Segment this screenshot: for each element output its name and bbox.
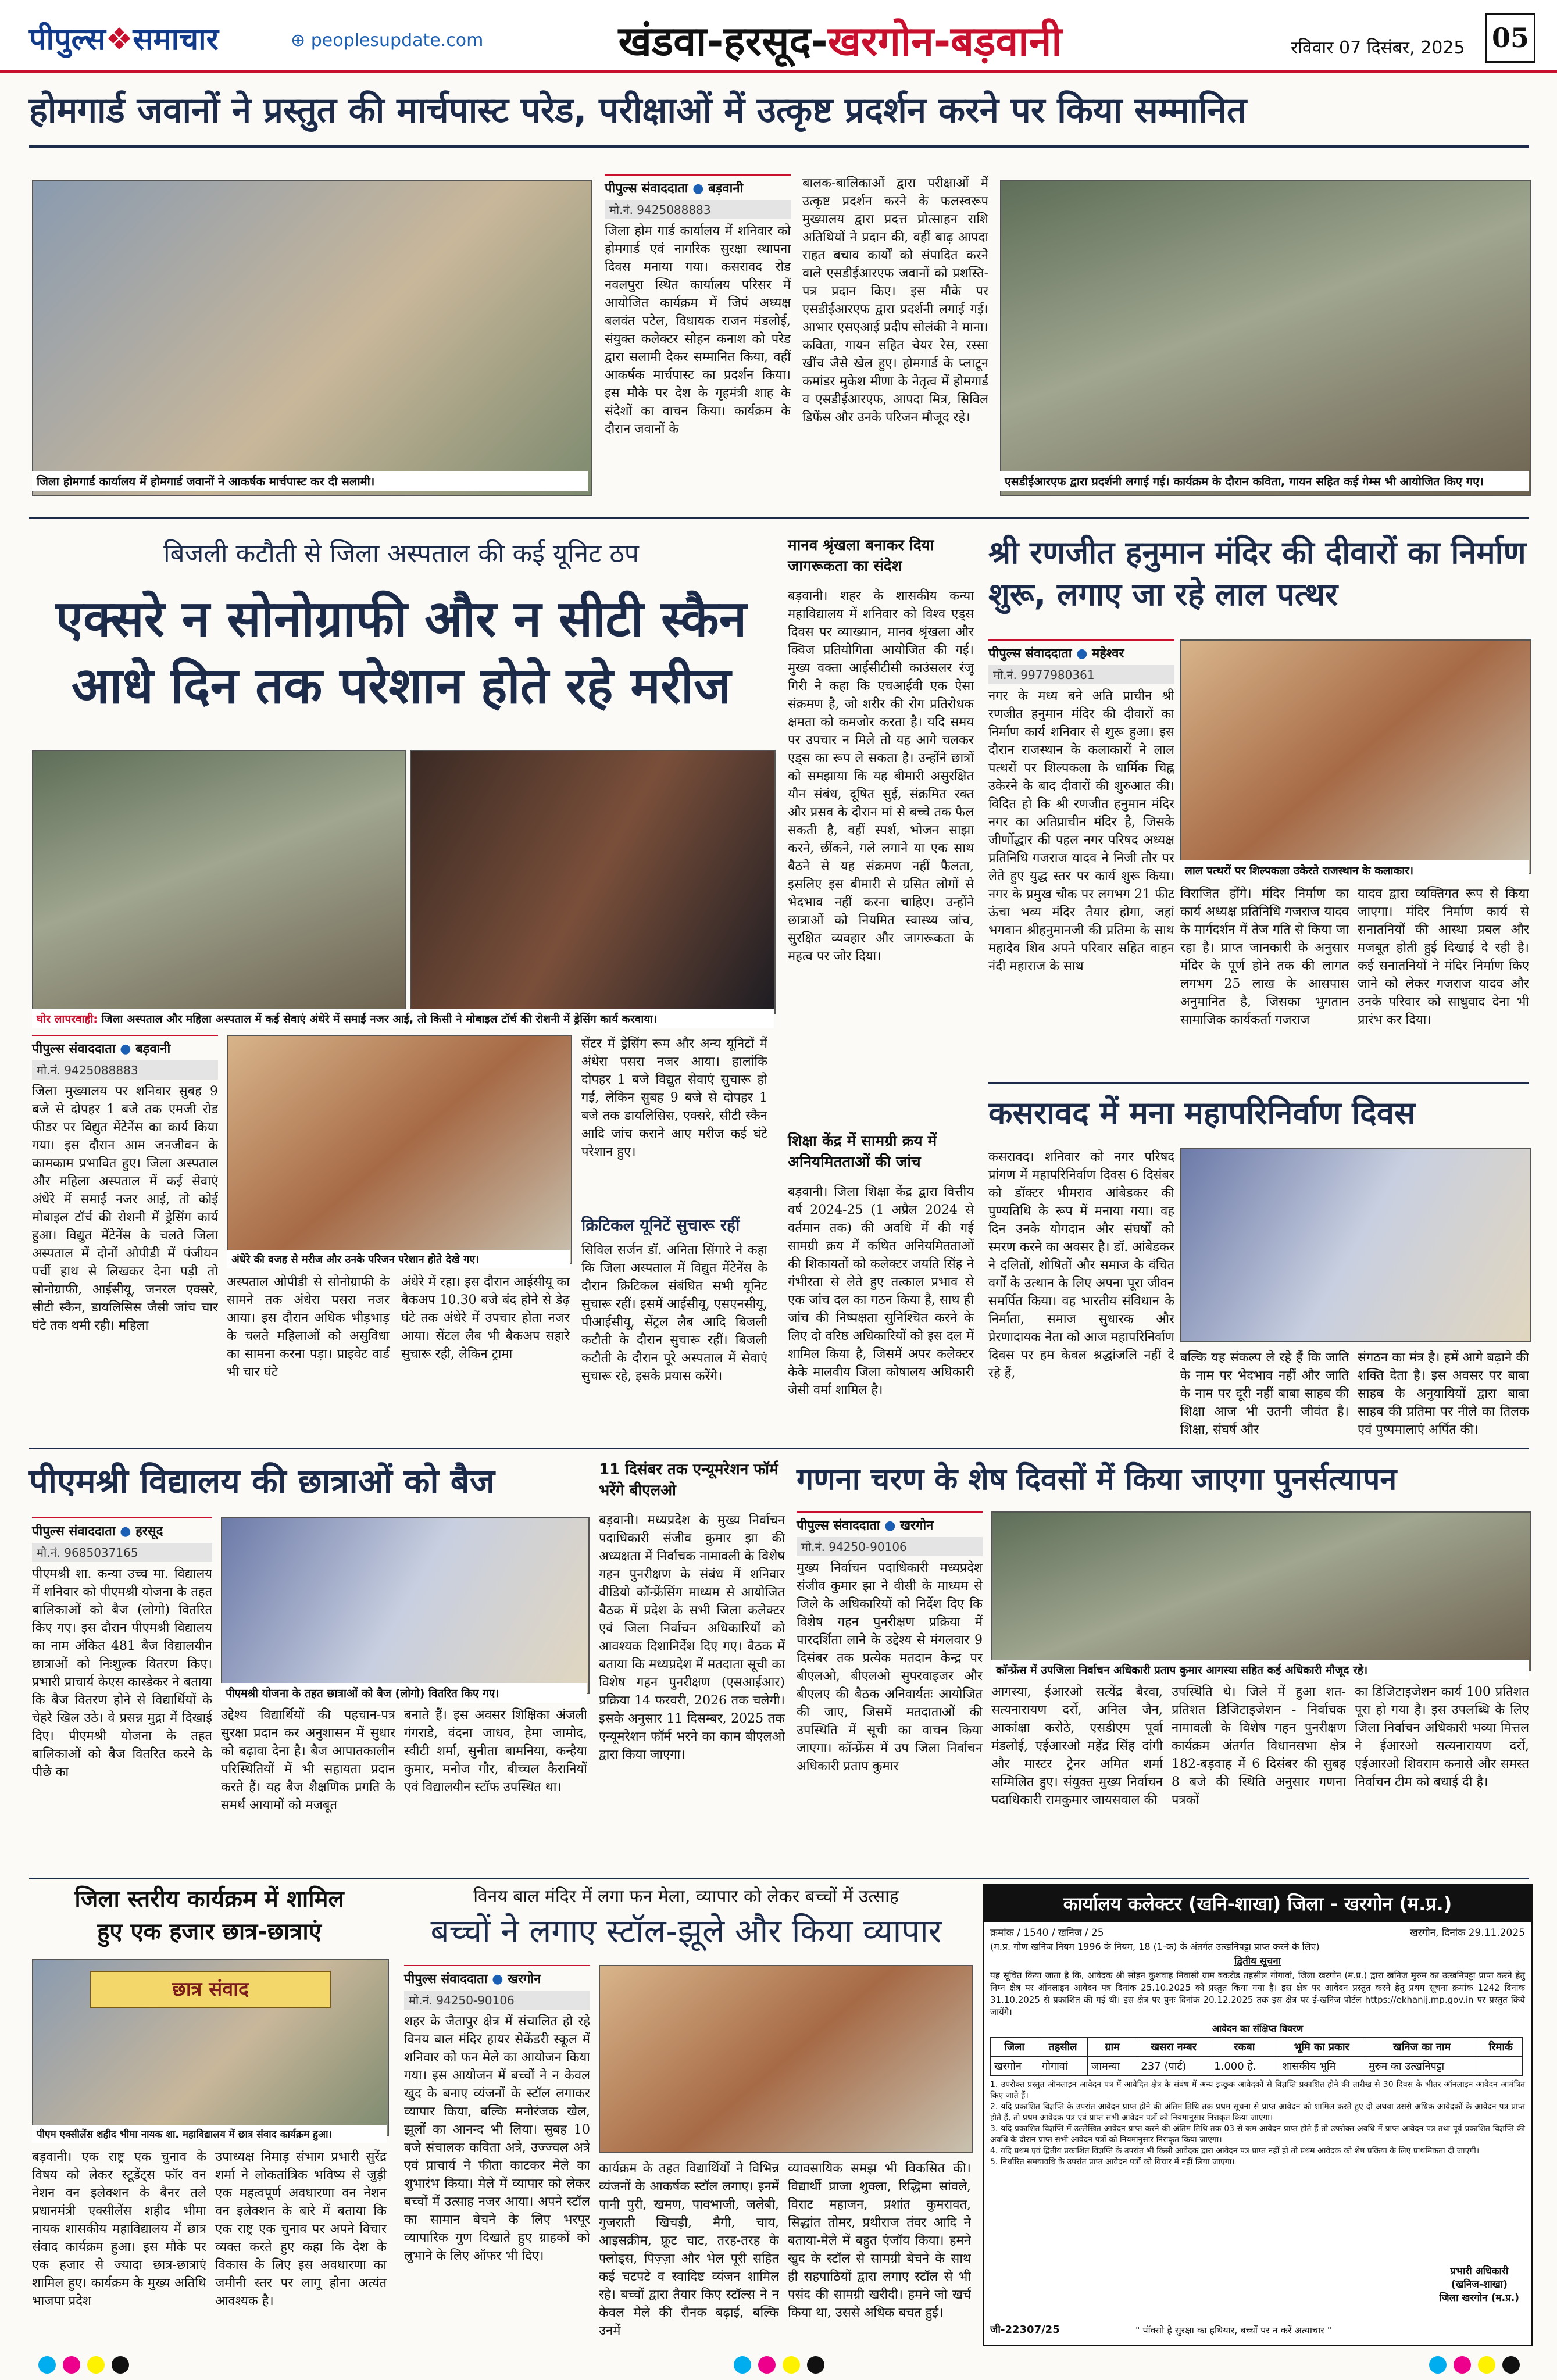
table-cell xyxy=(1479,2057,1523,2076)
condition-item: 4. यदि प्रथम एवं द्वितीय प्रकाशित विज्ञप्ति के उपरांत भी किसी आवेदक द्वारा आवेदन पत्र प्राप्त नहीं हो तो प्रथम आवेदक को शेष प्रक्रिया के लिए प्राथमिकता दी जाएगी। xyxy=(990,2146,1480,2156)
article-text: शहर के जैतापुर क्षेत्र में संचालित हो रहे विनय बाल मंदिर हायर सेकेंडरी स्कूल में शनिवार को फन मेले का आयोजन किया गया। इस आयोजन में बच्चों ने न केवल खुद के बनाए व्यंजनों के स्टॉल लगाकर व्यापार किया, बल्कि मनोरंजक खेल, झूलों का आनन्द भी लिया। सुबह 10 बजे संचालक कविता अत्रे, उज्ज्वल अत्रे एवं प्राचार्य ने फीता काटकर मेले का शुभारंभ किया। मेले में व्यापार को लेकर बच्चों में उत्साह नजर आया। अपने स्टॉल का सामान बेचने के लिए भरपूर व्यापारिक गुण दिखाते हुए ग्राहकों को लुभाने के लिए ऑफर भी दिए। xyxy=(404,2014,590,2263)
condition-item: 5. निर्धारित समयावधि के उपरांत प्राप्त आवेदन पत्रों को विचार में नहीं लिया जाएगा। xyxy=(990,2157,1235,2167)
notice-signatory: प्रभारी अधिकारी (खनिज-शाखा) जिला खरगोन (म.प्र.) xyxy=(1439,2265,1519,2304)
article-text: अस्पताल ओपीडी से सोनोग्राफी के सामने तक अंधेरा पसरा नजर आया। इस दौरान अधिक भीड़भाड़ के चलते महिलाओं को असुविधा का सामना करना पड़ा। प्राइवेट वार्ड भी चार घंटे xyxy=(227,1275,390,1380)
notice-ref: क्रमांक / 1540 / खनिज / 25 xyxy=(990,1927,1104,1939)
divider xyxy=(29,1448,1529,1449)
contact-phone: मो.नं. 9685037165 xyxy=(32,1543,212,1562)
table-cell: गोगावां xyxy=(1038,2057,1088,2076)
newspaper-logo: पीपुल्स❖समाचार xyxy=(29,22,219,57)
table-cell: 237 (पार्ट) xyxy=(1137,2057,1210,2076)
contact-phone: मो.नं. 94250-90106 xyxy=(797,1537,983,1556)
byline: पीपुल्स संवाददाता ● हरसूद xyxy=(32,1517,212,1539)
notice-subtitle: (म.प्र. गौण खनिज नियम 1996 के नियम, 18 (1-क) के अंतर्गत उत्खनिपट्टा प्राप्त करने के लिए) xyxy=(990,1941,1320,1952)
contact-phone: मो.नं. 9425088883 xyxy=(32,1060,218,1080)
notice-code: जी-22307/25 xyxy=(990,2324,1060,2336)
ambedkar-photo xyxy=(1180,1148,1531,1342)
article-text: नगर के मध्य बने अति प्राचीन श्री रणजीत हनुमान मंदिर की दीवारों का निर्माण कार्य शनिवार से शुरू हुआ। इस दौरान राजस्थान के कलाकारों ने लाल पत्थरों पर शिल्पकला के धार्मिक चिह्न उकेरने के बाद दीवारों की शुरुआत की। विदित हो कि श्री रणजीत हनुमान मंदिर नगर का अतिप्राचीन मंदिर है, जिसके जीर्णोद्धार की पहल नगर परिषद अध्यक्ष प्रतिनिधि गजराज यादव ने निजी तौर पर लेते हुए युद्ध स्तर पर कार्य शुरू किया। नगर के प्रमुख चौक पर लगभग 21 फीट ऊंचा भव्य मंदिर तैयार होगा, जहां भगवान श्रीहनुमानजी की प्रतिमा के साथ महादेव शिव अपने परिवार सहित वाहन नंदी महाराज के साथ xyxy=(988,689,1174,974)
fair-headline: बच्चों ने लगाए स्टॉल-झूले और किया व्यापार xyxy=(430,1913,942,1950)
article-text: उपस्थिति थे। जिले में हुआ शत-प्रतिशत डिजिटाइजेशन - निर्वाचक नामावली के विशेष गहन पुनरीक्षण कार्यक्रम अंतर्गत विधानसभा क्षेत्र 182-बड़वाह में 6 दिसंबर की सुबह 8 बजे की स्थिति अनुसार गणना पत्रकों xyxy=(1172,1685,1346,1807)
article-text: व्यावसायिक समझ भी विकसित की। विद्यार्थी प्राजा शुक्ला, रिद्धिमा सांवले, विराट महाजन, प्रशांत कुमरावत, सिद्धांत तोमर, प्रथीराज तंवर आदि ने बताया-मेले में बहुत एंजॉय किया। हमने खुद के स्टॉल से सामग्री बेचने के साथ ही सहपाठियों द्वारा लगाए स्टॉल से भी पसंद की सामग्री खरीदी। हमने जो खर्च किया था, उससे अधिक बचत हुई। xyxy=(788,2161,971,2320)
table-header: ग्राम xyxy=(1088,2038,1137,2057)
article-text: पीएमश्री शा. कन्या उच्च मा. विद्यालय में शनिवार को पीएमश्री योजना के तहत बालिकाओं को बैज (लोगो) वितरित किए गए। इस दौरान पीएमश्री विद्यालय का नाम अंकित 481 बैज विद्यालयीन छात्राओं को निःशुल्क वितरण किए। प्रभारी प्राचार्य केएस कास्डेकर ने बताया कि बैज वितरण होने से विद्यार्थियों के चेहरे खिल उठे। वे प्रसन्न मुद्रा में दिखाई दिए। पीएमश्री योजना के तहत बालिकाओं को बैज वितरित करने के पीछे का xyxy=(32,1567,212,1779)
student-photo-caption: पीएम एक्सीलेंस शहीद भीमा नायक शा. महाविद्यालय में छात्र संवाद कार्यक्रम हुआ। xyxy=(32,2125,387,2143)
notice-type: द्वितीय सूचना xyxy=(1234,1956,1281,1967)
table-cell: जामन्या xyxy=(1088,2057,1137,2076)
temple-headline: श्री रणजीत हनुमान मंदिर की दीवारों का निर्माण शुरू, लगाए जा रहे लाल पत्थर xyxy=(988,534,1526,613)
article-text: बड़वानी। जिला शिक्षा केंद्र द्वारा वित्तीय वर्ष 2024-25 (1 अप्रैल 2024 से वर्तमान तक) की अवधि में की गई सामग्री क्रय में कथित अनियमितताओं की शिकायतों को कलेक्टर जयति सिंह ने गंभीरता से लेते हुए तत्काल प्रभाव से एक जांच दल का गठन किया है, साथ ही जांच की निष्पक्षता सुनिश्चित करने के लिए दो वरिष्ठ अधिकारियों को इस दल में शामिल किया है, जिसमें अपर कलेक्टर केके मालवीय जिला कोषालय अधिकारी जेसी वर्मा शामिल है। xyxy=(788,1185,974,1398)
article-text: सेंटर में ड्रेसिंग रूम और अन्य यूनिटों में अंधेरा पसरा नजर आया। हालांकि दोपहर 1 बजे विद्युत सेवाएं सुचारू हो गईं, लेकिन सुबह 9 बजे से दोपहर 1 बजे तक डायलिसिस, एक्सरे, सीटी स्कैन आदि जांच कराने आए मरीज कई घंटे परेशान हुए। xyxy=(581,1037,767,1159)
table-cell: 1.000 हे. xyxy=(1210,2057,1279,2076)
top-story-headline: होमगार्ड जवानों ने प्रस्तुत की मार्चपास्ट परेड, परीक्षाओं में उत्कृष्ट प्रदर्शन करने पर किया सम्मानित xyxy=(29,90,1247,131)
pmshri-headline: पीएमश्री विद्यालय की छात्राओं को बैज xyxy=(29,1461,495,1501)
education-headline: शिक्षा केंद्र में सामग्री क्रय में अनियमितताओं की जांच xyxy=(788,1132,937,1171)
census-headline: गणना चरण के शेष दिवसों में किया जाएगा पुनर्सत्यापन xyxy=(797,1462,1397,1497)
article-text: कसरावद। शनिवार को नगर परिषद प्रांगण में महापरिनिर्वाण दिवस 6 दिसंबर को डॉक्टर भीमराव आंबेडकर की पुण्यतिथि के रूप में मनाया गया। वह दिन उनके योगदान और संघर्षों को स्मरण करने का अवसर है। डॉ. आंबेडकर ने दलितों, शोषितों और समाज के वंचित वर्गों के उत्थान के लिए अपना पूरा जीवन समर्पित किया। वह भारतीय संविधान के निर्माता, समाज सुधारक और प्रेरणादायक नेता को आज महापरिनिर्वाण दिवस पर हम केवल श्रद्धांजलि नहीं दे रहे हैं, xyxy=(988,1150,1174,1381)
notice-date: खरगोन, दिनांक 29.11.2025 xyxy=(1409,1927,1525,1939)
pmshri-photo-caption: पीएमश्री योजना के तहत छात्राओं को बैज (लोगो) वितरित किए गए। xyxy=(221,1683,587,1703)
fair-photo xyxy=(599,1965,973,2153)
contact-phone: मो.नं. 94250-90106 xyxy=(404,1991,590,2010)
divider xyxy=(29,145,1529,148)
fair-kicker: विनय बाल मंदिर में लगा फन मेला, व्यापार को लेकर बच्चों में उत्साह xyxy=(473,1886,899,1907)
ambedkar-headline: कसरावद में मना महापरिनिर्वाण दिवस xyxy=(988,1095,1416,1131)
registration-dots-center xyxy=(730,2356,828,2376)
article-text: उद्देश्य विद्यार्थियों की पहचान-पत्र सुरक्षा प्रदान कर अनुशासन में सुधार को बढ़ावा देना है। बैज आपातकालीन परिस्थितियों में भी सहायता प्रदान करते हैं। यह बैज शैक्षणिक प्रगति के समर्थ आयामों को मजबूत xyxy=(221,1708,395,1813)
pmshri-photo xyxy=(221,1517,590,1694)
notice-body: यह सूचित किया जाता है कि, आवेदक श्री सोहन कुशवाह निवासी ग्राम बकरौड तहसील गोगावां, जिला खरगोन (म.प्र.) द्वारा खनिज मुरुम का उत्खनिपट्टा प्राप्त करने हेतु निम्न क्षेत्र पर ऑनलाइन आवेदन पत्र दिनांक 25.10.2025 को प्रस्तुत किया गया है। इस क्षेत्र पर आवेदन प्रस्तुत करने हेतु प्रथम सूचना क्रमांक 1242 दिनांक 31.10.2025 से प्रकाशित की गई थी। इस क्षेत्र पर पुनः दिनांक 20.12.2025 तक इस क्षेत्र पर ई-खनिज पोर्टल https://ekhanij.mp.gov.in पर प्रस्तुत किये जायेंगे। xyxy=(990,1970,1525,2017)
table-cell: खरगोन xyxy=(991,2057,1038,2076)
exhibition-photo xyxy=(1000,180,1531,496)
table-header: जिला xyxy=(991,2038,1038,2057)
table-header-row xyxy=(991,2038,1523,2057)
region-title: खंडवा-हरसूद-खरगोन-बड़वानी xyxy=(618,17,1062,65)
byline: पीपुल्स संवाददाता ● खरगोन xyxy=(404,1965,590,1987)
registration-dots-right xyxy=(1426,2356,1523,2376)
registration-dots-left xyxy=(35,2356,133,2376)
article-text: मुख्य निर्वाचन पदाधिकारी मध्यप्रदेश संजीव कुमार झा ने वीसी के माध्यम से जिले के अधिकारियों को निर्देश दिए कि विशेष गहन पुनरीक्षण प्रक्रिया में पारदर्शिता लाने के उद्देश्य से मंगलवार 9 दिसंबर तक प्रत्येक मतदान केन्द्र पर बीएलओ, बीएलओ सुपरवाइजर और बीएलए की बैठक अनिवार्यतः आयोजित की जाए, जिसमें मतदाताओं की उपस्थिति में सूची का वाचन किया जाएगा। कॉन्फ्रेंस में उप जिला निर्वाचन अधिकारी प्रताप कुमार xyxy=(797,1561,983,1774)
article-text: जिला होम गार्ड कार्यालय में शनिवार को होमगार्ड एवं नागरिक सुरक्षा स्थापना दिवस मनाया गया। कसरावद रोड नवलपुरा स्थित कार्यालय परिसर में आयोजित कार्यक्रम में जिपं अध्यक्ष बलवंत पटेल, विधायक राजन मंडलोई, संयुक्त कलेक्टर सोहन कनाश को परेड द्वारा सलामी देकर सम्मानित किया, वहीं आकर्षक मार्चपास्ट का प्रदर्शन किया। इस मौके पर देश के गृहमंत्री शाह के संदेशों का वाचन किया। कार्यक्रम के दौरान जवानों के xyxy=(605,224,791,437)
event-banner: छात्र संवाद xyxy=(90,1971,331,2008)
print-registration-marks xyxy=(35,2354,1523,2378)
article-text: सिविल सर्जन डॉ. अनिता सिंगारे ने कहा कि जिला अस्पताल में विद्युत मेंटेनेंस के दौरान क्रिटिकल संबंधित सभी यूनिट सुचारू रहीं। इसमें आईसीयू, एसएनसीयू, पीआईसीयू, सेंट्रल लैब आदि बिजली कटौती के दौरान सुचारू रहीं। बिजली कटौती के दौरान पूरे अस्पताल में सेवाएं सुचारू रहे, इसके प्रयास करेंगे। xyxy=(581,1243,767,1384)
website-link[interactable]: ⊕ peoplesupdate.com xyxy=(291,30,484,51)
crowd-photo-caption: अंधेरे की वजह से मरीज और उनके परिजन परेशान होते देखे गए। xyxy=(227,1250,570,1268)
notice-conditions xyxy=(984,2077,1531,2170)
table-header: रिमार्क xyxy=(1479,2038,1523,2057)
article-text: बड़वानी। एक राष्ट्र एक चुनाव के विषय को लेकर स्टूडेंट्स फॉर वन नेशन वन इलेक्शन के बैनर तले प्रधानमंत्री एक्सीलेंस शहीद भीमा नायक शासकीय महाविद्यालय में छात्र संवाद कार्यक्रम हुआ। इस मौके पर एक हजार से ज्यादा छात्र-छात्राएं शामिल हुए। कार्यक्रम के मुख्य अतिथि भाजपा प्रदेश xyxy=(32,2150,206,2308)
hospital-photo-caption: घोर लापरवाही: जिला अस्पताल और महिला अस्पताल में कई सेवाएं अंधेरे में समाई नजर आई, तो किसी ने मोबाइल टॉर्च की रोशनी में ड्रेसिंग कार्य करवाया। xyxy=(32,1009,774,1028)
temple-photo-caption: लाल पत्थरों पर शिल्पकला उकेरते राजस्थान के कलाकार। xyxy=(1180,860,1529,880)
chain-headline: मानव श्रृंखला बनाकर दिया जागरूकता का संदेश xyxy=(788,537,934,575)
article-text: विराजित होंगे। मंदिर निर्माण का कार्य अध्यक्ष प्रतिनिधि गजराज यादव के मार्गदर्शन में तेज गति से किया जा रहा है। प्राप्त जानकारी के अनुसार मंदिर के पूर्ण होने तक की लागत लगभग 25 लाख के आसपास अनुमानित है, जिसका भुगतान सामाजिक कार्यकर्ता गजराज xyxy=(1180,887,1349,1027)
article-text: बड़वानी। मध्यप्रदेश के मुख्य निर्वाचन पदाधिकारी संजीव कुमार झा की अध्यक्षता में निर्वाचक नामावली के विशेष गहन पुनरीक्षण के संबंध में शनिवार वीडियो कॉन्फ्रेंसिंग माध्यम से आयोजित बैठक में प्रदेश के सभी जिला कलेक्टर एवं जिला निर्वाचन अधिकारियों को आवश्यक दिशानिर्देश दिए गए। बैठक में बताया कि मध्यप्रदेश में मतदाता सूची का विशेष गहन पुनरीक्षण (एसआईआर) प्रक्रिया 14 फरवरी, 2026 तक चलेगी। इसके अनुसार 11 दिसम्बर, 2025 तक एन्यूमरेशन फॉर्म भरने का काम बीएलओ द्वारा किया जाएगा। xyxy=(599,1513,785,1762)
notice-table-title: आवेदन का संक्षिप्त विवरण xyxy=(1212,2023,1304,2034)
article-text: बल्कि यह संकल्प ले रहे हैं कि जाति के नाम पर भेदभाव नहीं और जाति के नाम पर दूरी नहीं बाबा साहब की शिक्षा आज भी उतनी जीवंत है। शिक्षा, संघर्ष और xyxy=(1180,1350,1349,1437)
government-notice xyxy=(983,1884,1533,2346)
table-header: भूमि का प्रकार xyxy=(1279,2038,1365,2057)
article-text: का डिजिटाइजेशन कार्य 100 प्रतिशत पूरा हो गया है। इस उपलब्धि के लिए जिला निर्वाचन अधिकारी भव्या मित्तल ने ईआरओ सत्यनारायण दर्रो, एईआरओ शिवराम कनासे और समस्त निर्वाचन टीम को बधाई दी है। xyxy=(1355,1685,1529,1789)
subheading: क्रिटिकल यूनिटें सुचारू रहीं xyxy=(581,1216,740,1235)
divider xyxy=(29,1878,1529,1879)
table-row xyxy=(991,2057,1523,2076)
table-cell: मुरुम का उत्खनिपट्टा xyxy=(1365,2057,1479,2076)
article-text: बनाते हैं। इस अवसर शिक्षिका अंजली गंगराडे, वंदना जाधव, हेमा जामोद, स्वीटी शर्मा, सुनीता बामनिया, कन्हैया कुमार, मनोज गौर, बीच्चल कैरानियों एवं विद्यालयीन स्टॉफ उपस्थित था। xyxy=(404,1708,587,1795)
conference-photo xyxy=(991,1511,1531,1671)
parade-photo xyxy=(32,180,592,496)
hospital-kicker: बिजली कटौती से जिला अस्पताल की कई यूनिट ठप xyxy=(163,539,639,569)
article-text: उपाध्यक्ष निमाड़ संभाग प्रभारी सुरेंद्र शर्मा ने लोकतांत्रिक भविष्य से जुड़ी एक महत्वपूर्ण अवधारणा वन नेशन वन इलेक्शन के बारे में बताया कि एक राष्ट्र एक चुनाव पर अपने विचार व्यक्त करते हुए कहा कि देश के विकास के लिए इस अवधारणा का जमीनी स्तर पर लागू होना अत्यंत आवश्यक है। xyxy=(215,2150,387,2308)
byline: पीपुल्स संवाददाता ● खरगोन xyxy=(797,1511,983,1534)
torch-dressing-photo xyxy=(410,750,776,1014)
article-text: बालक-बालिकाओं द्वारा परीक्षाओं में उत्कृष्ट प्रदर्शन करने के फलस्वरूप मुख्यालय द्वारा प्रदत्त प्रोत्साहन राशि अतिथियों ने प्रदान की, वहीं बाढ़ आपदा राहत बचाव कार्यों को संपादित करने वाले एसडीईआरएफ जवानों को प्रशस्ति-पत्र प्रदान किए। इस मौके पर एसडीईआरएफ द्वारा प्रदर्शनी लगाई गई। आभार एसएआई प्रदीप सोलंकी ने माना। कविता, गायन सहित चेयर रेस, रस्सा खींच जैसे खेल हुए। होमगार्ड के प्लाटून कमांडर मुकेश मीणा के नेतृत्व में होमगार्ड व एसडीईआरएफ, आपदा मित्र, सिविल डिफेंस और उनके परिजन मौजूद रहे। xyxy=(802,176,988,425)
contact-phone: मो.नं. 9977980361 xyxy=(988,665,1174,684)
table-header: तहसील xyxy=(1038,2038,1088,2057)
article-text: कार्यक्रम के तहत विद्यार्थियों ने विभिन्न व्यंजनों के आकर्षक स्टॉल लगाए। इनमें पानी पुरी, खमण, पावभाजी, जलेबी, गुजराती खिचड़ी, मैगी, चाय, आइसक्रीम, फ्रूट चाट, तरह-तरह के फ्लोड्स, पिज़्ज़ा और भेल पूरी सहित कई चटपटे व स्वादिष्ट व्यंजन शामिल रहे। बच्चों द्वारा तैयार किए स्टॉल्स ने न केवल मेले की रौनक बढ़ाई, बल्कि उनमें xyxy=(599,2161,779,2338)
divider xyxy=(29,517,1529,519)
condition-item: 2. यदि प्रकाशित विज्ञप्ति के उपरांत आवेदन प्राप्त होने की अंतिम तिथि तक प्रथम सूचना से प्राप्त आवेदन को शामिल करते हुए दो अथवा उससे अधिक आवेदकों के आवेदन पत्र प्राप्त होते हैं, तो प्रथम आवेदक पत्र एवं प्राप्त सभी आवेदन पत्रों को नियमानुसार निराकृत किया जाएगा। xyxy=(990,2102,1525,2122)
student-headline: जिला स्तरीय कार्यक्रम में शामिल xyxy=(74,1886,344,1913)
crowd-photo xyxy=(227,1035,572,1264)
parade-photo-caption: जिला होमगार्ड कार्यालय में होमगार्ड जवानों ने आकर्षक मार्चपास्ट कर दी सलामी। xyxy=(32,471,588,491)
condition-item: 3. यदि प्रकाशित विज्ञप्ति में उल्लेखित आवेदन प्राप्त करने की अंतिम तिथि तक 03 से कम आवेदन प्राप्त होते हैं तो उपरोक्त अवधि में प्राप्त आवेदन पत्र तथा पूर्व प्रकाशित विज्ञप्ति की अवधि के दौरान प्राप्त सभी आवेदन पत्रों को नियमानुसार निराकृत किया जाएगा। xyxy=(990,2124,1525,2145)
conference-photo-caption: कॉन्फ्रेंस में उपजिला निर्वाचन अधिकारी प्रताप कुमार आगस्या सहित कई अधिकारी मौजूद रहे। xyxy=(991,1660,1529,1679)
contact-phone: मो.नं. 9425088883 xyxy=(605,200,791,219)
article-text: जिला मुख्यालय पर शनिवार सुबह 9 बजे से दोपहर 1 बजे तक एमजी रोड फीडर पर विद्युत मेंटेनेंस का कार्य किया गया। इस दौरान आम जनजीवन के कामकाम प्रभावित हुए। जिला अस्पताल और महिला अस्पताल में कई सेवाएं अंधेरे में समाई नजर आई, तो कोई मोबाइल टॉर्च की रोशनी में ड्रेसिंग कार्य हुआ। विद्युत मेंटेनेंस के चलते जिला अस्पताल में दोनों ओपीडी में पंजीयन पर्ची हाथ से लिखकर देना पड़ी तो सोनोग्राफी, आईसीयू, जनरल एक्सरे, सीटी स्कैन, डायलिसिस जैसी जांच चार घंटे तक थमी रही। महिला xyxy=(32,1084,218,1333)
table-header: खनिज का नाम xyxy=(1365,2038,1479,2057)
table-header: रकबा xyxy=(1210,2038,1279,2057)
student-headline-2: हुए एक हजार छात्र-छात्राएं xyxy=(97,1918,322,1945)
notice-title: कार्यालय कलेक्टर (खनि-शाखा) जिला - खरगोन (म.प्र.) xyxy=(984,1885,1531,1922)
divider xyxy=(988,1082,1529,1084)
article-text: यादव द्वारा व्यक्तिगत रूप से किया जाएगा। मंदिर निर्माण कार्य से सनातनियों की आस्था प्रबल और मजबूत होती हुई दिखाई दे रही है। कई सनातनियों ने मंदिर निर्माण किए जाने को लेकर गजराज यादव और उनके परिवार को साधुवाद देना भी प्रारंभ कर दिया। xyxy=(1358,887,1529,1027)
article-text: आगस्या, ईआरओ सत्येंद्र बैरवा, सत्यनारायण दर्रो, अनिल जैन, आकांक्षा करोठे, एसडीएम पूर्वा मंडलोई, एईआरओ महेंद्र सिंह दांगी और मास्टर ट्रेनर अमित शर्मा सम्मिलित हुए। संयुक्त मुख्य निर्वाचन पदाधिकारी रामकुमार जायसवाल की xyxy=(991,1685,1163,1807)
page-number: 05 xyxy=(1485,13,1535,63)
hospital-headline: एक्सरे न सोनोग्राफी और न सीटी स्कैन xyxy=(55,590,747,648)
byline: पीपुल्स संवाददाता ● बड़वानी xyxy=(605,174,791,196)
hospital-building-photo xyxy=(32,750,406,1014)
issue-date: रविवार 07 दिसंबर, 2025 xyxy=(1291,38,1465,58)
notice-table xyxy=(990,2037,1523,2076)
temple-photo xyxy=(1180,639,1531,874)
byline: पीपुल्स संवाददाता ● महेश्वर xyxy=(988,639,1174,662)
table-header: खसरा नम्बर xyxy=(1137,2038,1210,2057)
condition-item: 1. उपरोक्त प्रस्तुत ऑनलाइन आवेदन पत्र में आवेदित क्षेत्र के संबंध में अन्य इच्छुक आवेदकों से विज्ञप्ति प्रकाशित होने की तारीख से 30 दिवस के भीतर ऑनलाइन आवेदन आमंत्रित किए जाते हैं। xyxy=(990,2080,1525,2100)
article-text: संगठन का मंत्र है। हमें आगे बढ़ाने की शक्ति देता है। इस अवसर पर बाबा साहब के अनुयायियों द्वारा बाबा साहब की प्रतिमा पर नीले का तिलक एवं पुष्पमालाएं अर्पित की। xyxy=(1358,1350,1529,1437)
exhibition-photo-caption: एसडीईआरएफ द्वारा प्रदर्शनी लगाई गई। कार्यक्रम के दौरान कविता, गायन सहित कई गेम्स भी आयोजित किए गए। xyxy=(1000,471,1529,491)
hospital-headline-2: आधे दिन तक परेशान होते रहे मरीज xyxy=(71,657,731,715)
voter-headline: 11 दिसंबर तक एन्यूमरेशन फॉर्म भरेंगे बीएलओ xyxy=(599,1461,779,1499)
table-cell: शासकीय भूमि xyxy=(1279,2057,1365,2076)
byline: पीपुल्स संवाददाता ● बड़वानी xyxy=(32,1035,218,1057)
article-text: अंधेरे में रहा। इस दौरान आईसीयू का बैकअप 10.30 बजे बंद होने से डेढ़ घंटे तक अंधेरे में उपचार होता नजर आया। सेंटल लैब भी बैकअप सहारे सुचारू रही, लेकिन ट्रामा xyxy=(401,1275,570,1361)
article-text: बड़वानी। शहर के शासकीय कन्या महाविद्यालय में शनिवार को विश्व एड्स दिवस पर व्याख्यान, मानव श्रृंखला और क्विज प्रतियोगिता आयोजित की गई। मुख्य वक्ता आईसीटीसी काउंसलर रंजू गिरी ने कहा कि एचआईवी एक ऐसा संक्रमण है, जो शरीर की रोग प्रतिरोधक क्षमता को कमजोर करता है। यदि समय पर उपचार न मिले तो यह आगे चलकर एड्स का रूप ले सकता है। उन्होंने छात्रों को समझाया कि यह बीमारी असुरक्षित यौन संबंध, दूषित सुई, संक्रमित रक्त और प्रसव के दौरान मां से बच्चे तक फैल सकती है, वहीं स्पर्श, भोजन साझा करने, छींकने, गले लगाने या एक साथ बैठने से यह संक्रमण नहीं फैलता, इसलिए इस बीमारी से ग्रसित लोगों से भेदभाव नहीं करना चाहिए। उन्होंने छात्राओं को नियमित स्वास्थ्य जांच, सुरक्षित व्यवहार और जागरूकता के महत्व पर जोर दिया। xyxy=(788,589,974,964)
notice-slogan: " पॉक्सो है सुरक्षा का हथियार, बच्चों पर न करें अत्याचार " xyxy=(1135,2325,1332,2336)
